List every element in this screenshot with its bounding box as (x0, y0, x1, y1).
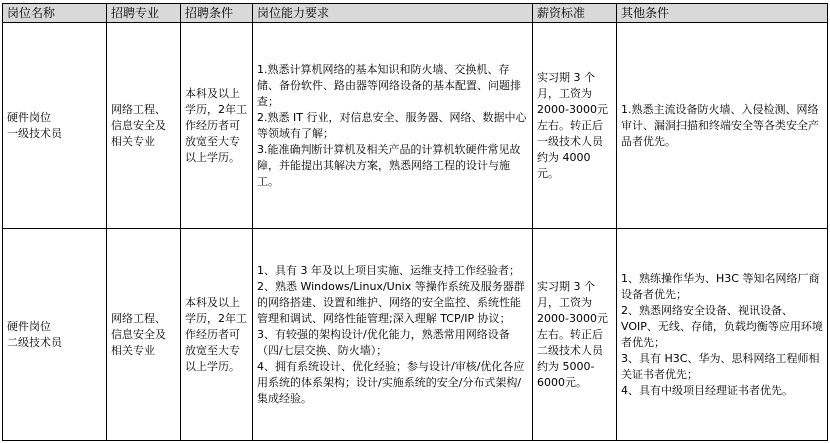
other-item: 2、熟悉网络安全设备、视讯设备、VOIP、无线、存储，负载均衡等应用环境者优先； (621, 303, 823, 349)
job-table (2, 3, 828, 441)
header-requirements: 岗位能力要求 (253, 4, 533, 23)
salary-cell: 实习期 3 个月，工资为 2000-3000元左右。转正后二级技术人员约为 5000-6000元。 (533, 229, 617, 441)
header-position: 岗位名称 (3, 4, 107, 23)
requirement-item: 1.熟悉计算机网络的基本知识和防火墙、交换机、存储、备份软件、路由器等网络设备的基本配置、问题排查； (257, 62, 521, 108)
position-cell (3, 23, 107, 229)
other-cell (617, 23, 828, 229)
position-category: 硬件岗位 (7, 110, 51, 124)
requirement-item: 2.熟悉 IT 行业，对信息安全、服务器、网络、数据中心等领域有了解； (257, 110, 527, 140)
requirements-cell (253, 23, 533, 229)
requirement-item: 3、有较强的架构设计/优化能力，熟悉常用网络设备（四/七层交换、防火墙）； (257, 327, 510, 357)
other-cell (617, 229, 828, 441)
condition-cell: 本科及以上学历，2年工作经历者可放宽至大专以上学历。 (181, 229, 253, 441)
requirement-item: 1、具有 3 年及以上项目实施、运维支持工作经验者； (257, 263, 520, 277)
position-category: 硬件岗位 (7, 319, 51, 333)
header-row (3, 4, 828, 23)
table-row (3, 23, 828, 229)
condition-cell: 本科及以上学历，2年工作经历者可放宽至大专以上学历。 (181, 23, 253, 229)
requirement-item: 2、熟悉 Windows/Linux/Unix 等操作系统及服务器群的网络搭建、设置和维护、网络的安全监控、系统性能管理和调试、网络性能管理;深入理解 TCP/IP 协议； (257, 279, 525, 325)
header-condition: 招聘条件 (181, 4, 253, 23)
major-cell: 网络工程、信息安全及相关专业 (107, 229, 181, 441)
position-level: 二级技术员 (7, 335, 62, 349)
other-item: 1、熟练操作华为、H3C 等知名网络厂商设备者优先； (621, 271, 820, 301)
position-cell (3, 229, 107, 441)
header-salary: 薪资标准 (533, 4, 617, 23)
salary-cell: 实习期 3 个月，工资为 2000-3000元左右。转正后一级技术人员约为 4000元。 (533, 23, 617, 229)
table-row (3, 229, 828, 441)
header-other: 其他条件 (617, 4, 828, 23)
other-item: 4、具有中级项目经理证书者优先。 (621, 383, 793, 397)
requirement-item: 4、拥有系统设计、优化经验；参与设计/审核/优化各应用系统的体系架构；设计/实施系统的安全/分布式架构/集成经验。 (257, 359, 525, 405)
requirements-cell (253, 229, 533, 441)
major-cell: 网络工程、信息安全及相关专业 (107, 23, 181, 229)
header-major: 招聘专业 (107, 4, 181, 23)
requirement-item: 3.能准确判断计算机及相关产品的计算机软硬件常见故障，并能提出其解决方案，熟悉网络工程的设计与施工。 (257, 142, 521, 188)
other-item: 3、具有 H3C、华为、思科网络工程师相关证书者优先； (621, 351, 820, 381)
other-item: 1.熟悉主流设备防火墙、入侵检测、网络审计、漏洞扫描和终端安全等各类安全产品者优先。 (621, 102, 819, 148)
position-level: 一级技术员 (7, 126, 62, 140)
